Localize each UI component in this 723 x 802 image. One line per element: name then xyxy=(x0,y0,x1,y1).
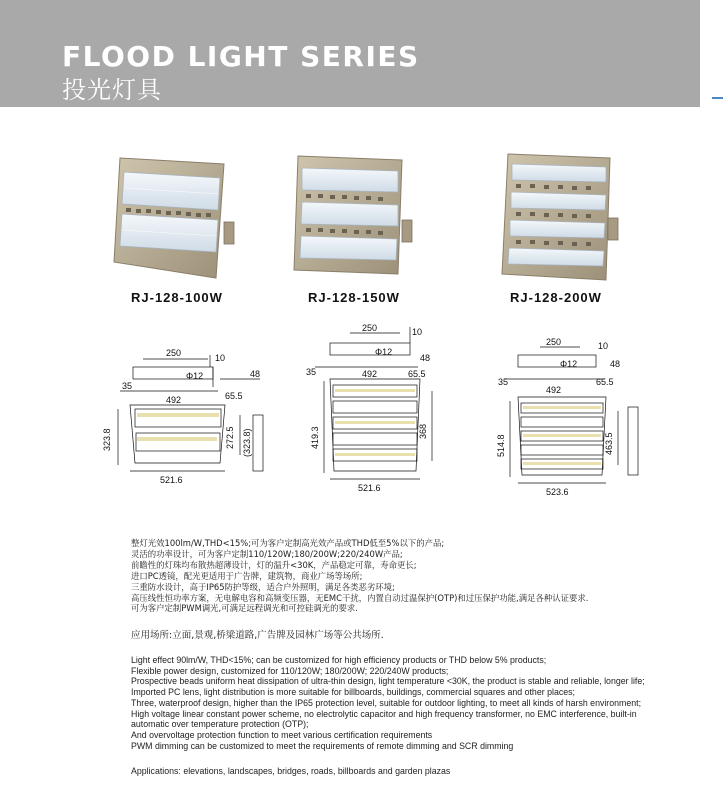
dim-100w-depth: 492 xyxy=(166,395,182,405)
description-cn-line: 灵活的功率设计，可为客户定制110/120W;180/200W;220/240W产品; xyxy=(131,548,403,559)
model-label-100w: RJ-128-100W xyxy=(131,290,223,305)
dim-100w-top-height: 10 xyxy=(215,353,226,363)
description-en-line: automatic over temperature protection (OTP); xyxy=(131,719,309,730)
description-en-line: PWM dimming can be customized to meet the requirements of remote dimming and SCR dimming xyxy=(131,740,514,751)
description-cn-line: 高压线性恒功率方案，无电解电容和高频变压器，无EMC干扰，内置自动过温保护(OTP)和过压保护功能,满足各种认证要求. xyxy=(131,592,589,603)
dim-100w-side-height: (323.8) xyxy=(242,428,252,457)
flood-light-150w-icon xyxy=(290,150,420,285)
flood-light-200w-icon xyxy=(498,150,628,285)
dim-100w-top-width: 250 xyxy=(166,348,182,358)
accent-line xyxy=(712,97,723,99)
dimension-drawings xyxy=(100,315,720,505)
dim-150w-bottom-width: 521.6 xyxy=(358,483,381,493)
dim-150w-bracket: 48 xyxy=(420,353,431,363)
dim-150w-side: 65.5 xyxy=(408,369,426,379)
description-en-line: And overvoltage protection function to meet various certification requirements xyxy=(131,729,433,740)
dim-150w-hole: Φ12 xyxy=(375,347,393,357)
dim-100w-inner-height: 272.5 xyxy=(225,426,235,449)
dim-150w-top-height: 10 xyxy=(412,327,423,337)
description-cn xyxy=(131,538,691,614)
description-en-line: High voltage linear constant power scheme, no electrolytic capacitor and high frequency transformer, no EMC interference, built-in xyxy=(131,708,637,719)
page-subtitle: 投光灯具 xyxy=(62,76,162,104)
description-en-line: Imported PC lens, light distribution is more suitable for billboards, buildings, commercial squares and other places; xyxy=(131,687,575,698)
product-image-100w xyxy=(112,150,242,285)
dim-150w-inner-height: 368 xyxy=(418,423,428,439)
model-label-200w: RJ-128-200W xyxy=(510,290,602,305)
dim-150w-depth: 492 xyxy=(362,369,378,379)
dim-200w-hole: Φ12 xyxy=(560,359,578,369)
dim-150w-top-width: 250 xyxy=(362,323,378,333)
description-en xyxy=(131,655,721,751)
description-en-line: Three, waterproof design, higher than the IP65 protection level, suitable for outdoor lighting, to meet all kinds of harsh environment; xyxy=(131,697,642,708)
dim-100w-hole: Φ12 xyxy=(186,371,204,381)
description-cn-line: 前瞻性的灯珠均布散热超薄设计，灯的温升<30K，产品稳定可靠，寿命更长; xyxy=(131,559,417,570)
application-cn: 应用场所:立面,景观,桥梁道路,广告牌及园林广场等公共场所. xyxy=(131,630,384,641)
technical-drawings xyxy=(100,315,720,505)
dim-200w-offset: 35 xyxy=(498,377,509,387)
dim-100w-offset: 35 xyxy=(122,381,133,391)
description-en-line: Flexible power design, customized for 110/120W; 180/200W; 220/240W products; xyxy=(131,665,449,676)
product-image-150w xyxy=(290,150,420,285)
dim-200w-bottom-width: 523.6 xyxy=(546,487,569,497)
page-title: FLOOD LIGHT SERIES xyxy=(62,40,420,73)
dim-100w-bracket: 48 xyxy=(250,369,261,379)
product-image-200w xyxy=(498,150,628,285)
dim-150w-offset: 35 xyxy=(306,367,317,377)
header-banner xyxy=(0,0,700,107)
dim-200w-top-width: 250 xyxy=(546,337,562,347)
description-cn-line: 整灯光效100lm/W,THD<15%;可为客户定制高光效产品或THD低至5%以下的产品; xyxy=(131,538,445,548)
model-label-150w: RJ-128-150W xyxy=(308,290,400,305)
dim-200w-top-height: 10 xyxy=(598,341,609,351)
dim-150w-height: 419.3 xyxy=(310,426,320,449)
dim-200w-inner-height: 463.5 xyxy=(604,432,614,455)
description-en-line: Light effect 90lm/W, THD<15%; can be customized for high efficiency products or THD below 5% products; xyxy=(131,655,547,665)
dim-200w-height: 514.8 xyxy=(496,434,506,457)
dim-100w-side: 65.5 xyxy=(225,391,243,401)
dim-100w-height: 323.8 xyxy=(102,428,112,451)
application-en: Applications: elevations, landscapes, bridges, roads, billboards and garden plazas xyxy=(131,766,451,776)
dim-200w-side: 65.5 xyxy=(596,377,614,387)
description-cn-line: 进口PC透镜，配光更适用于广告牌，建筑物，商业广场等场所; xyxy=(131,570,363,581)
description-en-line: Prospective beads uniform heat dissipation of ultra-thin design, light temperature <30K, the product is stable and reliable, longer life; xyxy=(131,676,645,687)
dim-200w-depth: 492 xyxy=(546,385,562,395)
dim-200w-bracket: 48 xyxy=(610,359,621,369)
flood-light-100w-icon xyxy=(112,150,242,285)
description-cn-line: 三重防水设计，高于IP65防护等级，适合户外照明，满足各类恶劣环境; xyxy=(131,581,395,592)
dim-100w-bottom-width: 521.6 xyxy=(160,475,183,485)
description-cn-line: 可为客户定制PWM调光,可满足远程调光和可控硅调光的要求. xyxy=(131,603,358,614)
